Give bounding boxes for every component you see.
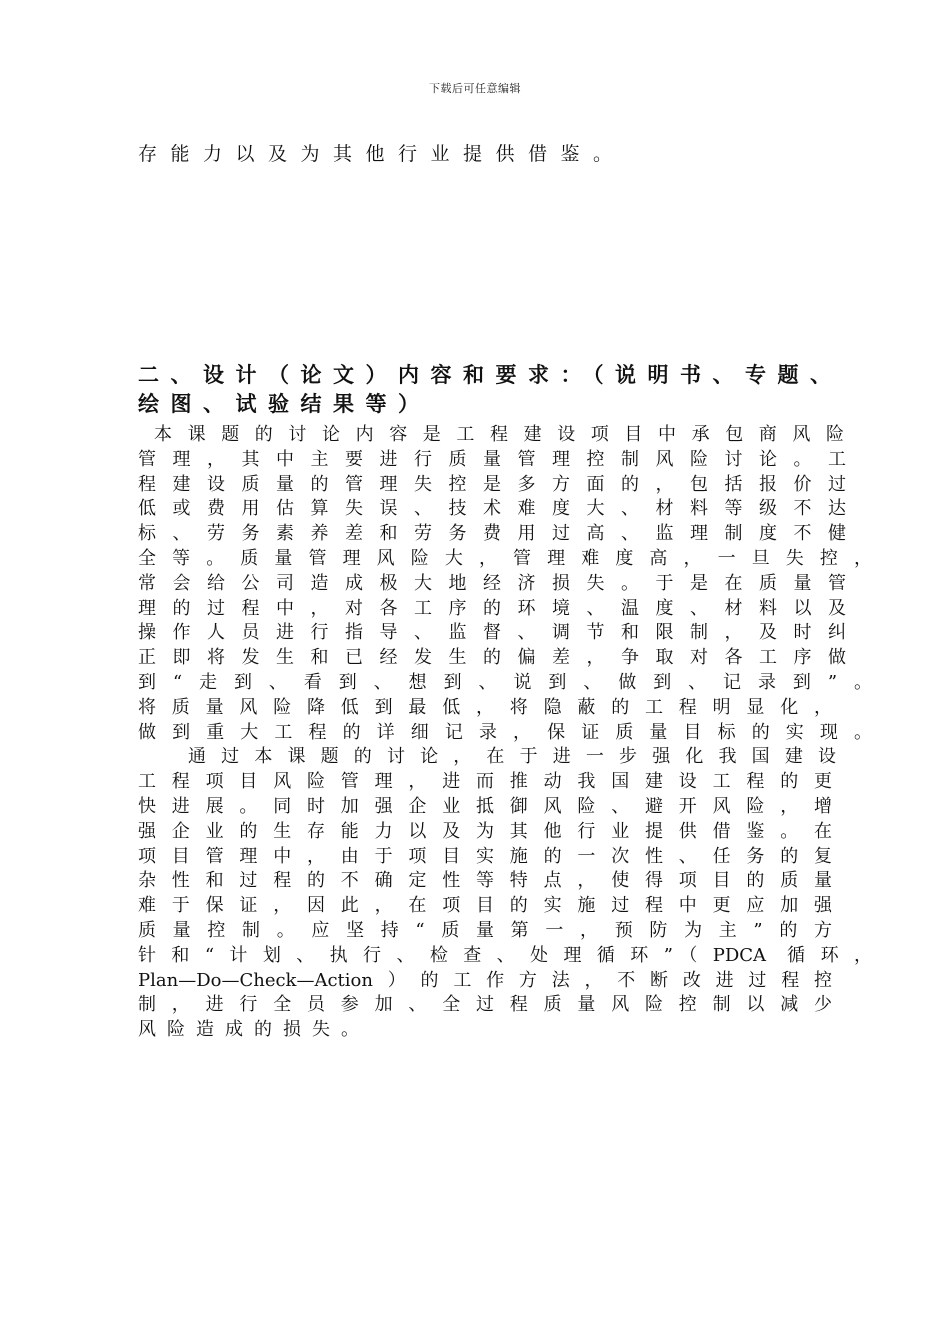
paragraph-2-line: 难于保证，因此，在项目的实施过程中更应加强 (138, 895, 832, 917)
paragraph-1-line: 低或费用估算失误、技术难度大、材料等级不达 (138, 498, 846, 520)
paragraph-1-line: 操作人员进行指导、监督、调节和限制，及时纠 (138, 622, 846, 644)
body-text (138, 423, 878, 1043)
paragraph-1-line: 常会给公司造成极大地经济损失。于是在质量管 (138, 572, 846, 594)
paragraph-1-line: 全等。质量管理风险大，管理难度高，一旦失控， (138, 547, 872, 569)
paragraph-2-line: 快进展。同时加强企业抵御风险、避开风险，增 (138, 795, 832, 817)
paragraph-1-line: 管理，其中主要进行质量管理控制风险讨论。工 (138, 448, 846, 470)
paragraph-2-line: 杂性和过程的不确定性等特点，使得项目的质量 (138, 870, 832, 892)
paragraph-2-line: 风险造成的损失。 (138, 1019, 370, 1041)
paragraph-1-line: 将质量风险降低到最低，将隐蔽的工程明显化， (138, 696, 832, 718)
paragraph-1-line: 理的过程中，对各工序的环境、温度、材料以及 (138, 597, 846, 619)
section-heading (138, 360, 878, 418)
paragraph-2-line: Plan—Do—Check—Action）的工作方法，不断改进过程控 (138, 969, 832, 991)
section-heading-line-1: 二、设计（论文）内容和要求：（说明书、专题、 (138, 362, 843, 387)
paragraph-1-line: 做到重大工程的详细记录，保证质量目标的实现。 (138, 721, 872, 743)
paragraph-1-line: 标、劳务素养差和劳务费用过高、监理制度不健 (138, 523, 846, 545)
paragraph-1-line: 到“走到、看到、想到、说到、做到、记录到”。 (138, 671, 872, 693)
paragraph-2-line: 制，进行全员参加、全过程质量风险控制以减少 (138, 994, 832, 1016)
paragraph-1-line: 正即将发生和已经发生的偏差，争取对各工序做 (138, 647, 846, 669)
paragraph-2-line: 项目管理中，由于项目实施的一次性、任务的复 (138, 845, 832, 867)
paragraph-1-line: 程建设质量的管理失控是多方面的，包括报价过 (138, 473, 846, 495)
paragraph-2-line: 强企业的生存能力以及为其他行业提供借鉴。在 (138, 820, 832, 842)
section-heading-line-2: 绘图、试验结果等） (138, 391, 431, 416)
paragraph-2-line: 针和“计划、执行、检查、处理循环”（PDCA 循环， (138, 944, 872, 966)
paragraph-2-line: 工程项目风险管理，进而推动我国建设工程的更 (138, 771, 832, 793)
paragraph-2-line: 质量控制。应坚持“质量第一，预防为主”的方 (138, 919, 832, 941)
paragraph-2-line: 通过本课题的讨论，在于进一步强化我国建设 (188, 746, 836, 768)
header-note: 下载后可任意编辑 (429, 82, 521, 95)
paragraph-1-line: 本课题的讨论内容是工程建设项目中承包商风险 (154, 424, 844, 445)
continuation-text: 存能力以及为其他行业提供借鉴。 (138, 143, 626, 165)
